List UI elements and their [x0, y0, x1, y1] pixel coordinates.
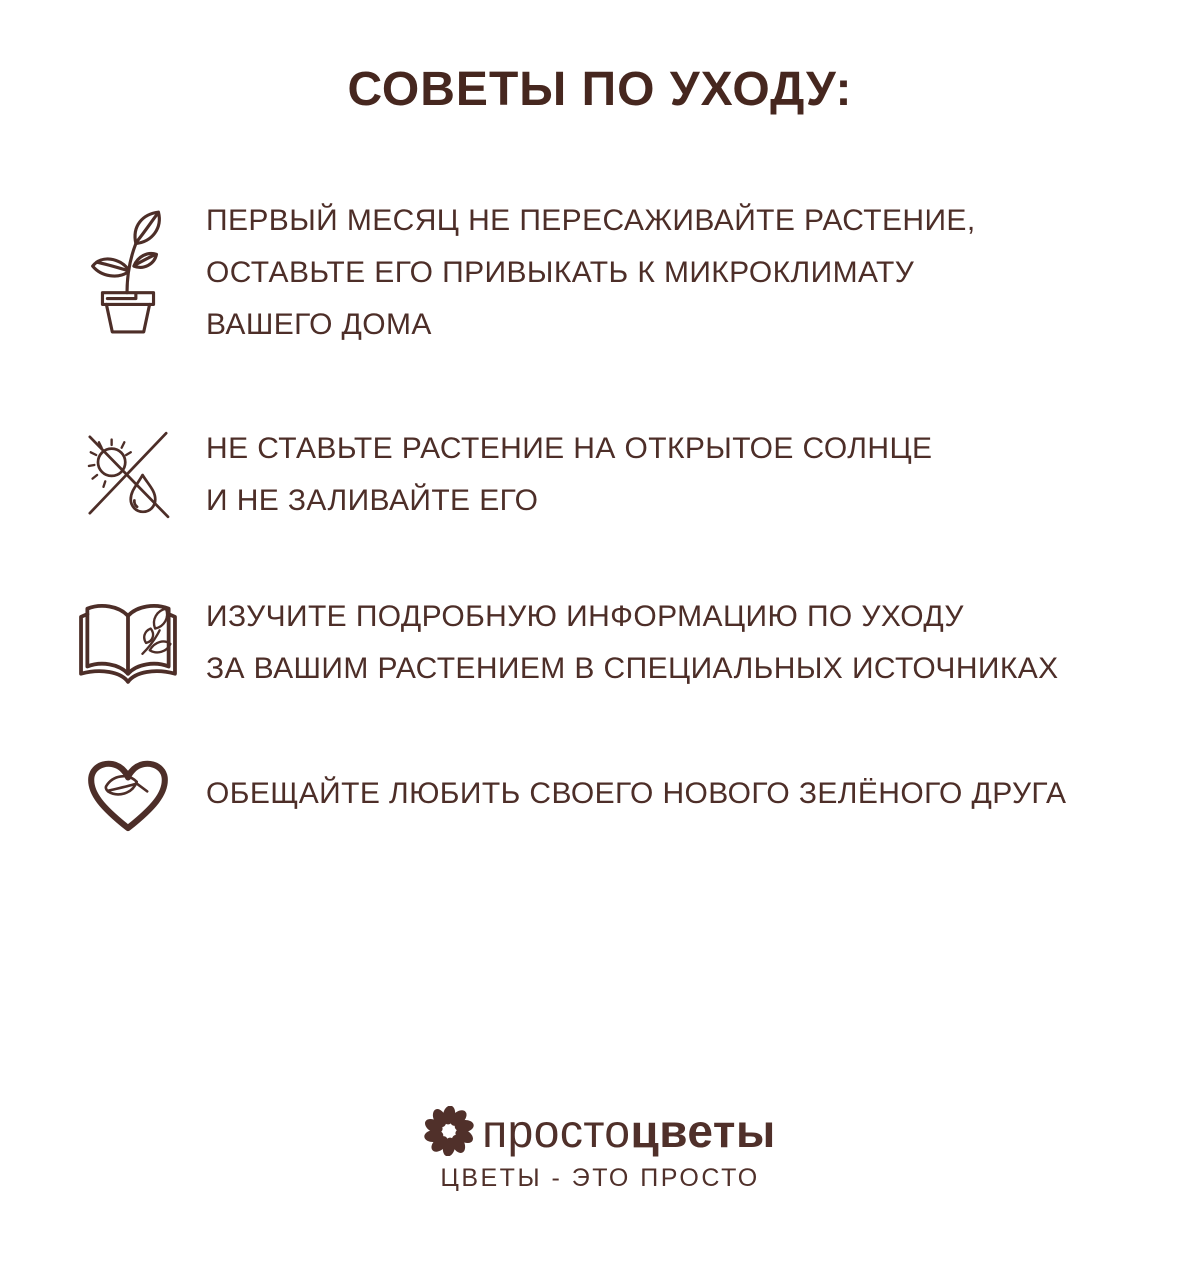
tip-line: ОБЕЩАЙТЕ ЛЮБИТЬ СВОЕГО НОВОГО ЗЕЛЁНОГО ДРУГА [206, 777, 1067, 810]
flower-logo-icon [424, 1106, 474, 1156]
tip-line: ВАШЕГО ДОМА [206, 308, 432, 341]
tip-row-care-info [72, 591, 1160, 695]
potted-plant-icon [72, 210, 184, 336]
page-title: СОВЕТЫ ПО УХОДУ: [347, 63, 853, 116]
brand-lockup [424, 1104, 775, 1158]
tip-text-love [206, 768, 1066, 820]
tip-line: И НЕ ЗАЛИВАЙТЕ ЕГО [206, 484, 539, 517]
no-direct-sun-no-overwatering-icon [72, 425, 184, 525]
tips-list [0, 195, 1200, 837]
heart-leaf-icon [72, 751, 184, 837]
brand-tagline: ЦВЕТЫ - ЭТО ПРОСТО [440, 1164, 760, 1192]
footer [0, 1104, 1200, 1193]
brand-name-bold: цветы [630, 1105, 776, 1157]
brand-wordmark [482, 1104, 775, 1158]
tip-line: НЕ СТАВЬТЕ РАСТЕНИЕ НА ОТКРЫТОЕ СОЛНЦЕ [206, 432, 933, 465]
tip-text-repotting [206, 195, 976, 351]
tip-line: ЗА ВАШИМ РАСТЕНИЕМ В СПЕЦИАЛЬНЫХ ИСТОЧНИКАХ [206, 652, 1059, 685]
tip-text-care-info [206, 591, 1059, 695]
tip-line: ИЗУЧИТЕ ПОДРОБНУЮ ИНФОРМАЦИЮ ПО УХОДУ [206, 600, 964, 633]
tip-line: ПЕРВЫЙ МЕСЯЦ НЕ ПЕРЕСАЖИВАЙТЕ РАСТЕНИЕ, [206, 204, 976, 237]
tip-text-sun-water [206, 423, 932, 527]
tip-row-repotting [72, 195, 1160, 351]
care-guide-book-icon [72, 593, 184, 693]
tip-line: ОСТАВЬТЕ ЕГО ПРИВЫКАТЬ К МИКРОКЛИМАТУ [206, 256, 915, 289]
brand-name-regular: просто [482, 1105, 631, 1157]
tip-row-sun-water [72, 423, 1160, 527]
tip-row-love [72, 751, 1160, 837]
